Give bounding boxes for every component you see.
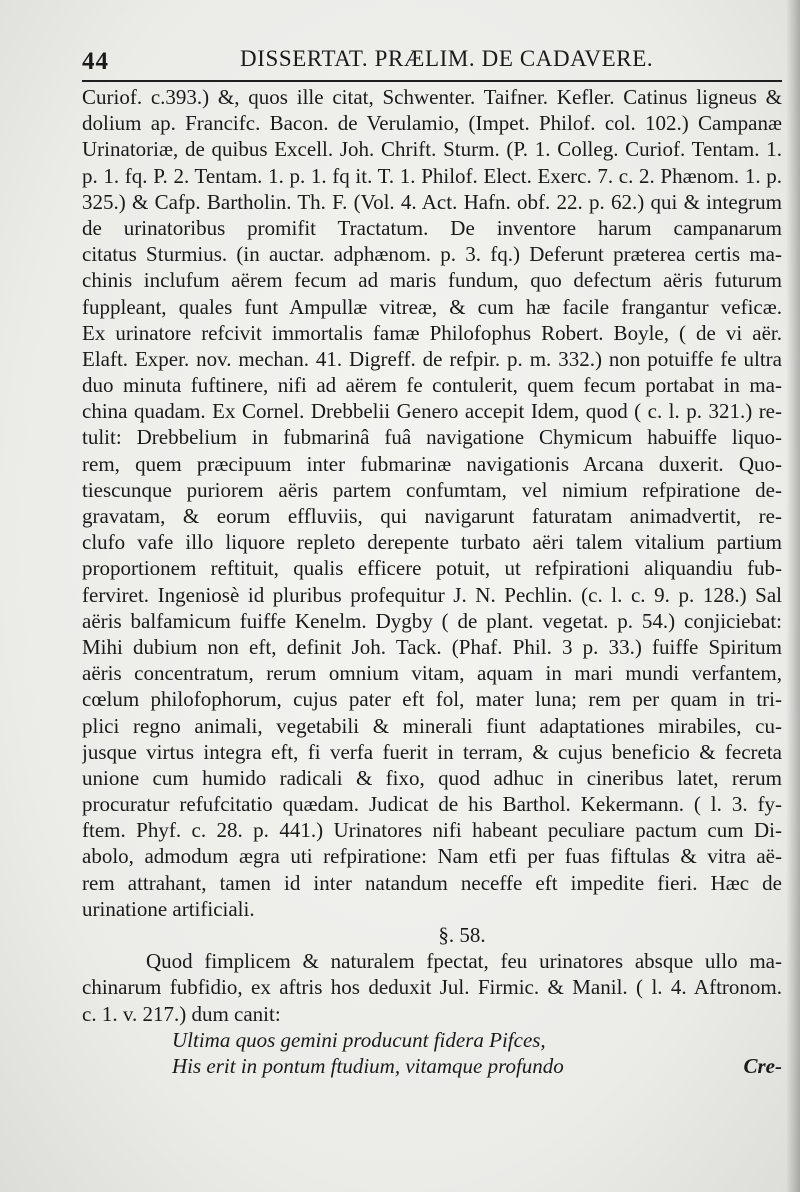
text-line: 325.) & Cafp. Bartholin. Th. F. (Vol. 4. Act. Hafn. obf. 22. p. 62.) qui & integrum xyxy=(82,189,782,214)
text-line: cœlum philofophorum, cujus pater eft fol, mater luna; rem per quam in tri- xyxy=(82,687,782,712)
verse-line: Ultima quos gemini producunt fidera Pifces, xyxy=(172,1027,546,1052)
text-line: Elaft. Exper. nov. mechan. 41. Digreff. de refpir. p. m. 332.) non potuiffe fe ultra xyxy=(82,346,782,371)
text-line: ftem. Phyf. c. 28. p. 441.) Urinatores nifi habeant peculiare pactum cum Di- xyxy=(82,818,782,843)
text-line: p. 1. fq. P. 2. Tentam. 1. p. 1. fq it. T. 1. Philof. Elect. Exerc. 7. c. 2. Phænom. 1. p. xyxy=(82,163,782,188)
text-line: gravatam, & eorum effluviis, qui navigarunt faturatam animadvertit, re- xyxy=(82,504,782,528)
text-line: aëris concentratum, rerum omnium vitam, aquam in mari mundi verfantem, xyxy=(82,661,782,686)
text-line: Ex urinatore refcivit immortalis famæ Philofophus Robert. Boyle, ( de vi aër. xyxy=(82,320,782,345)
verse-line-with-catchword xyxy=(82,1053,782,1079)
running-head: DISSERTAT. PRÆLIM. DE CADAVERE. xyxy=(240,46,654,71)
text-line: proportionem reftituit, qualis efficere potuit, ut refpirationi aliquandiu fub- xyxy=(82,556,782,581)
text-line: c. 1. v. 217.) dum canit: xyxy=(82,1001,281,1026)
text-line: chinarum fubfidio, ex aftris hos deduxit Jul. Firmic. & Manil. ( l. 4. Aftronom. xyxy=(82,975,782,1000)
text-line: tiescunque puriorem aëris partem confumtam, vel nimium refpiratione de- xyxy=(82,477,782,502)
text-line: unione cum humido radicali & fixo, quod adhuc in cineribus latet, rerum xyxy=(82,765,782,790)
text-line: clufo vafe illo liquore repleto derepente turbato aëri talem vitalium partium xyxy=(82,530,782,555)
text-line: Curiof. c.393.) &, quos ille citat, Schwenter. Taifner. Kefler. Catinus ligneus & xyxy=(82,85,782,109)
text-line: chinis inclufum aërem fecum ad maris fundum, quo defectum aëris futurum xyxy=(82,268,782,293)
text-line: ferviret. Ingeniosè id pluribus profequitur J. N. Pechlin. (c. l. c. 9. p. 128.) Sal xyxy=(82,582,782,607)
text-line: urinatione artificiali. xyxy=(82,896,255,921)
text-line: duo minuta fuftinere, nifi ad aërem fe contulerit, quem fecum portabat in ma- xyxy=(82,373,782,398)
page-number: 44 xyxy=(82,48,109,75)
text-line: tulit: Drebbelium in fubmarinâ fuâ navigatione Chymicum habuiffe liquo- xyxy=(82,425,782,450)
text-line: china quadam. Ex Cornel. Drebbelii Genero accepit Idem, quod ( c. l. p. 321.) re- xyxy=(82,399,782,424)
page-header xyxy=(82,44,772,80)
verse-line: His erit in pontum ftudium, vitamque profundo xyxy=(172,1053,564,1078)
text-line: Quod fimplicem & naturalem fpectat, feu urinatores absque ullo ma- xyxy=(146,949,782,974)
body-text xyxy=(82,84,782,1079)
text-line: aëris balfamicum fuiffe Kenelm. Dygby ( de plant. vegetat. p. 54.) conjiciebat: xyxy=(82,608,782,633)
text-line: plici regno animali, vegetabili & minerali fiunt adaptationes mirabiles, cu- xyxy=(82,713,782,738)
text-line: procuratur refufcitatio quædam. Judicat de his Barthol. Kekermann. ( l. 3. fy- xyxy=(82,792,782,817)
text-line: dolium ap. Francifc. Bacon. de Verulamio, (Impet. Philof. col. 102.) Campanæ xyxy=(82,111,782,136)
text-line: rem, quem præcipuum inter fubmarinæ navigationis Arcana duxerit. Quo- xyxy=(82,451,782,476)
text-line: Urinatoriæ, de quibus Excell. Joh. Chrift. Sturm. (P. 1. Colleg. Curiof. Tentam. 1. xyxy=(82,137,782,162)
header-rule xyxy=(82,80,782,82)
text-line: jusque virtus integra eft, fi verfa fuerit in terram, & cujus beneficio & fecreta xyxy=(82,739,782,764)
text-line: rem attrahant, tamen id inter natandum neceffe eft impedite fieri. Hæc de xyxy=(82,870,782,895)
text-line: Mihi dubium non eft, definit Joh. Tack. (Phaf. Phil. 3 p. 33.) fuiffe Spiritum xyxy=(82,634,782,659)
text-line: abolo, admodum ægra uti refpiratione: Nam etfi per fuas fiftulas & vitra aë- xyxy=(82,844,782,869)
catchword: Cre- xyxy=(743,1053,782,1078)
text-line: de urinatoribus promifit Tractatum. De inventore harum campanarum xyxy=(82,215,782,240)
text-line: fuppleant, quales funt Ampullæ vitreæ, & cum hæ facile frangantur veficæ. xyxy=(82,294,782,319)
page-gutter-shadow xyxy=(786,0,800,1192)
text-line: citatus Sturmius. (in auctar. adphænom. p. 3. fq.) Deferunt præterea certis ma- xyxy=(82,242,782,267)
section-mark: §. 58. xyxy=(438,923,486,947)
